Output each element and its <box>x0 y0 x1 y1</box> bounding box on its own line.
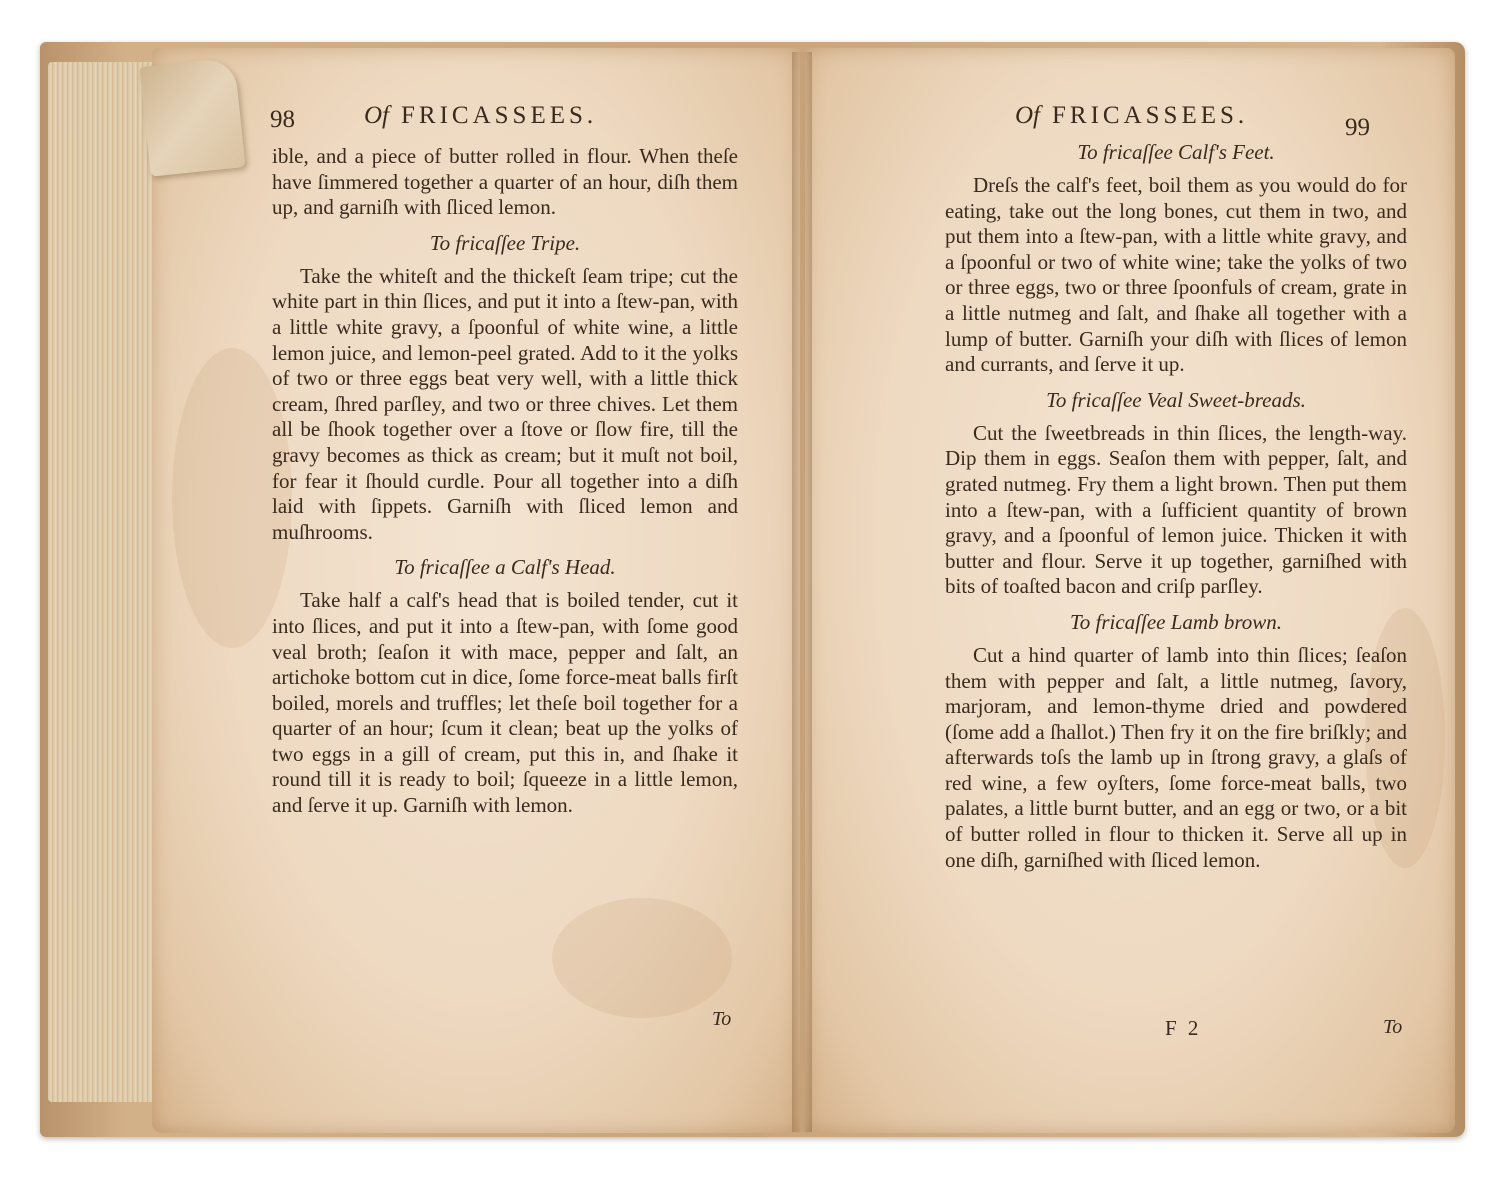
open-book <box>40 42 1465 1137</box>
recipe-title: To fricaſſee Veal Sweet-breads. <box>1046 387 1306 412</box>
signature-mark: F 2 <box>1165 1016 1202 1040</box>
recipe-text: Dreſs the calf's feet, boil them as you would do for eating, take out the long bones, cut them in two, and put them into a ſtew-pan, with a little white gravy, and a ſpoonful or two of white wine; take the yolks of two or three eggs, two or three ſpoonfuls of cream, grate in a little nutmeg and ſalt, and ſhake all together with a lump of butter. Garniſh your diſh with ſlices of lemon and currants, and ſerve it up. <box>945 173 1407 377</box>
recipe-text: Take the whiteſt and the thickeſt ſeam tripe; cut the white part in thin ſlices, and put it into a ſtew-pan, with a little white gravy, a ſpoonful of white wine, a little lemon juice, and lemon-peel grated. Add to it the yolks of two or three eggs beat very well, with a little thick cream, ſhred parſley, and two or three chives. Let them all be ſhook together over a ſtove or ſlow fire, till the gravy becomes as thick as cream; but it muſt not boil, for fear it ſhould curdle. Pour all together into a diſh laid with ſippets. Garniſh with ſliced lemon and muſhrooms. <box>272 263 738 544</box>
running-head-title: FRICASSEES. <box>1052 102 1249 129</box>
page-number: 99 <box>1345 114 1370 141</box>
book-gutter <box>792 52 812 1132</box>
recipe-title: To fricaſſee Calf's Feet. <box>1077 140 1275 164</box>
left-page <box>152 48 800 1133</box>
right-page <box>805 48 1455 1133</box>
catchword: To <box>712 1008 732 1030</box>
running-head <box>364 102 597 130</box>
page-number: 98 <box>270 106 295 133</box>
page-text <box>945 140 1407 873</box>
opening-paragraph: ible, and a piece of butter rolled in flour. When theſe have ſimmered together a quarter of an hour, diſh them up, and garniſh with ſliced lemon. <box>272 144 738 220</box>
running-head <box>1015 102 1248 130</box>
recipe-text: Cut the ſweetbreads in thin ſlices, the length-way. Dip them in eggs. Seaſon them with pepper, ſalt, and grated nutmeg. Fry them a light brown. Then put them into a ſtew-pan, with a ſufficient quantity of brown gravy, and a ſpoonful of lemon juice. Thicken it with butter and flour. Serve it up together, garniſhed with bits of toaſted bacon and criſp parſley. <box>945 420 1407 599</box>
recipe-text: Take half a calf's head that is boiled tender, cut it into ſlices, and put it into a ſtew-pan, with ſome good veal broth; ſeaſon it with mace, pepper and ſalt, an artichoke bottom cut in dice, ſome force-meat balls firſt boiled, morels and truffles; let theſe boil together for a quarter of an hour; ſcum it clean; beat up the yolks of two eggs in a gill of cream, put this in, and ſhake it round till it is ready to boil; ſqueeze in a little lemon, and ſerve it up. Garniſh with lemon. <box>272 588 738 818</box>
paper-stain <box>552 898 732 1018</box>
running-head-title: FRICASSEES. <box>401 102 598 129</box>
running-head-of: Of <box>364 102 389 129</box>
catchword: To <box>1383 1016 1403 1038</box>
recipe-title: To fricaſſee a Calf's Head. <box>394 555 616 580</box>
page-block-edge <box>48 62 158 1102</box>
dog-eared-corner <box>140 57 246 176</box>
page-text <box>272 144 738 819</box>
recipe-title: To fricaſſee Tripe. <box>429 230 581 255</box>
running-head-of: Of <box>1015 102 1040 129</box>
recipe-title: To fricaſſee Lamb brown. <box>1070 609 1282 634</box>
recipe-text: Cut a hind quarter of lamb into thin ſlices; ſeaſon them with pepper and ſalt, a little nutmeg, ſavory, marjoram, and lemon-thyme dried and powdered (ſome add a ſhallot.) Then fry it on the fire briſkly; and afterwards toſs the lamb up in ſtrong gravy, a glaſs of red wine, a few oyſters, ſome force-meat balls, two palates, a little burnt butter, and an egg or two, or a bit of butter rolled in flour to thicken it. Serve all up in one diſh, garniſhed with ſliced lemon. <box>945 642 1407 872</box>
